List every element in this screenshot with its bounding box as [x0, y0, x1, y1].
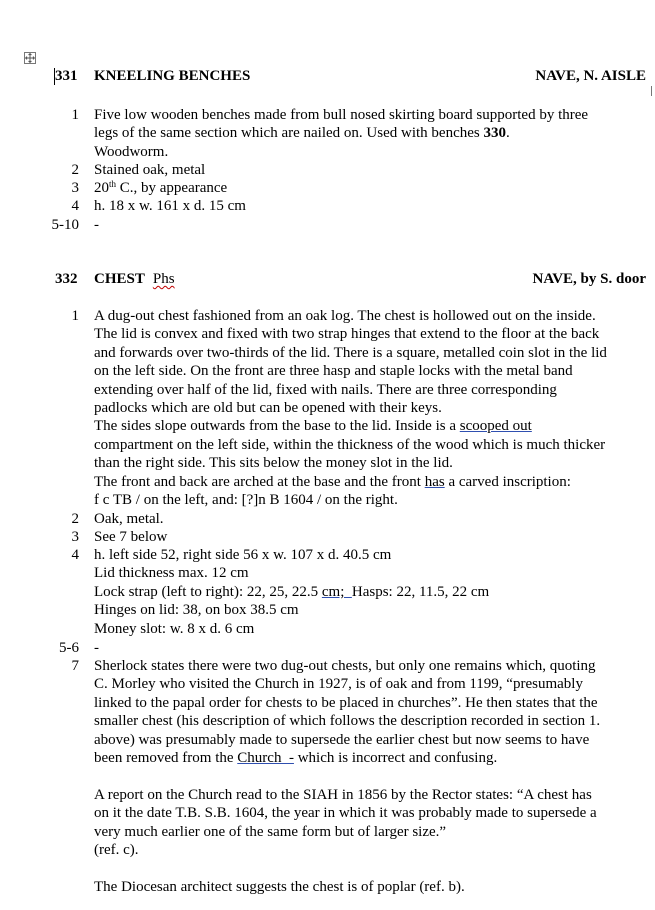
field-text	[94, 546, 650, 638]
field-number: 5-10	[51, 217, 79, 233]
field-number: 4	[71, 547, 79, 563]
entry-number: 332	[55, 271, 78, 287]
cm-link[interactable]: cm;	[321, 583, 352, 600]
text-run: legs of the same section which are nailed on. Used with benches	[94, 125, 484, 142]
text-run: been removed from the	[94, 749, 238, 766]
entry-title	[94, 270, 175, 288]
field-text: Oak, metal.	[94, 511, 164, 527]
entry-title: KNEELING BENCHES	[94, 68, 251, 84]
field-text	[94, 657, 650, 767]
text-line: padlocks which are old but can be opened with their keys.	[94, 399, 442, 416]
text-line	[94, 749, 650, 767]
text-line: Hinges on lid: 38, on box 38.5 cm	[94, 602, 299, 619]
text-line: h. left side 52, right side 56 x w. 107 x d. 40.5 cm	[94, 547, 392, 563]
entry-location: NAVE, by S. door	[532, 271, 646, 287]
text-line: on the left side. On the front are three hasp and staple locks with the metal band	[94, 363, 573, 380]
text-line: Woodworm.	[94, 143, 169, 160]
field-text: -	[94, 217, 99, 233]
text-line: A report on the Church read to the SIAH in 1856 by the Rector states: “A chest has	[94, 787, 592, 803]
entry-number: 331	[55, 68, 78, 84]
field-number: 4	[71, 198, 79, 214]
text-run: a carved inscription:	[444, 473, 571, 490]
text-line: C. Morley who visited the Church in 1927, is of oak and from 1199, “presumably	[94, 676, 583, 693]
paragraph-text: The Diocesan architect suggests the chest is of poplar (ref. b).	[94, 879, 465, 895]
margin-marker	[651, 86, 652, 96]
bench-reference: 330	[483, 125, 506, 142]
field-number: 1	[71, 308, 79, 324]
text-line: compartment on the left side, within the thickness of the wood which is much thicker	[94, 436, 606, 453]
text-line: linked to the papal order for chests to be placed in churches”. He then states that the	[94, 694, 598, 711]
church-link[interactable]: Church -	[237, 749, 294, 766]
text-line: above) was presumably made to supersede the earlier chest but now seems to have	[94, 731, 590, 748]
text-line: Sherlock states there were two dug-out chests, but only one remains which, quoting	[94, 658, 596, 674]
text-run: 20	[94, 180, 109, 196]
text-line: smaller chest (his description of which follows the description recorded in section 1.	[94, 713, 601, 730]
entry-331-heading	[0, 67, 655, 87]
text-line	[94, 124, 650, 142]
text-line: Money slot: w. 8 x d. 6 cm	[94, 620, 255, 637]
text-run: .	[505, 125, 510, 142]
photos-note: Phs	[152, 271, 175, 287]
text-run: The sides slope outwards from the base to the lid. Inside is a	[94, 418, 460, 435]
scooped-out-link[interactable]: scooped out	[459, 418, 532, 435]
paragraph-text	[94, 786, 650, 860]
field-number: 3	[71, 529, 79, 545]
text-line: on it the date T.B. S.B. 1604, the year in which it was probably made to supersede a	[94, 805, 597, 822]
text-run: which is incorrect and confusing.	[293, 749, 498, 766]
field-number: 2	[71, 162, 79, 178]
text-line: A dug-out chest fashioned from an oak log. The chest is hollowed out on the inside.	[94, 308, 596, 324]
field-number: 1	[71, 107, 79, 123]
text-run: The front and back are arched at the base and the front	[94, 473, 425, 490]
field-number: 3	[71, 180, 79, 196]
text-line	[94, 473, 650, 491]
text-line: and forwards over two-thirds of the lid. There is a square, metalled coin slot in the lid	[94, 344, 607, 361]
field-number: 7	[71, 658, 79, 674]
text-line	[94, 583, 650, 601]
entry-location: NAVE, N. AISLE	[535, 68, 646, 84]
field-text: h. 18 x w. 161 x d. 15 cm	[94, 198, 246, 214]
text-line: (ref. c).	[94, 842, 139, 859]
field-number: 5-6	[59, 640, 79, 656]
text-line: Lid thickness max. 12 cm	[94, 565, 249, 582]
table-move-handle-icon[interactable]	[24, 52, 36, 64]
field-number: 2	[71, 511, 79, 527]
field-text: Stained oak, metal	[94, 162, 206, 178]
text-line: than the right side. This sits below the money slot in the lid.	[94, 455, 453, 472]
entry-332-heading	[0, 270, 655, 290]
text-line: The lid is convex and fixed with two strap hinges that extend to the floor at the back	[94, 326, 600, 343]
text-run: C., by appearance	[116, 180, 228, 196]
inscription-line: f c TB / on the left, and: [?]n B 1604 / on the right.	[94, 491, 398, 508]
text-line: very much earlier one of the same form but of larger size.”	[94, 823, 447, 840]
text-line: Five low wooden benches made from bull nosed skirting board supported by three	[94, 107, 589, 123]
title-text: CHEST	[94, 271, 145, 287]
text-line: extending over half of the lid, fixed with nails. There are three corresponding	[94, 381, 557, 398]
superscript: th	[109, 179, 117, 189]
field-text: See 7 below	[94, 529, 168, 545]
field-text	[94, 179, 650, 197]
field-text	[94, 307, 650, 509]
has-link[interactable]: has	[424, 473, 445, 490]
text-run: Lock strap (left to right): 22, 25, 22.5	[94, 583, 322, 600]
field-text	[94, 106, 650, 161]
text-run: Hasps: 22, 11.5, 22 cm	[351, 583, 490, 600]
text-line	[94, 417, 650, 435]
field-text: -	[94, 640, 99, 656]
